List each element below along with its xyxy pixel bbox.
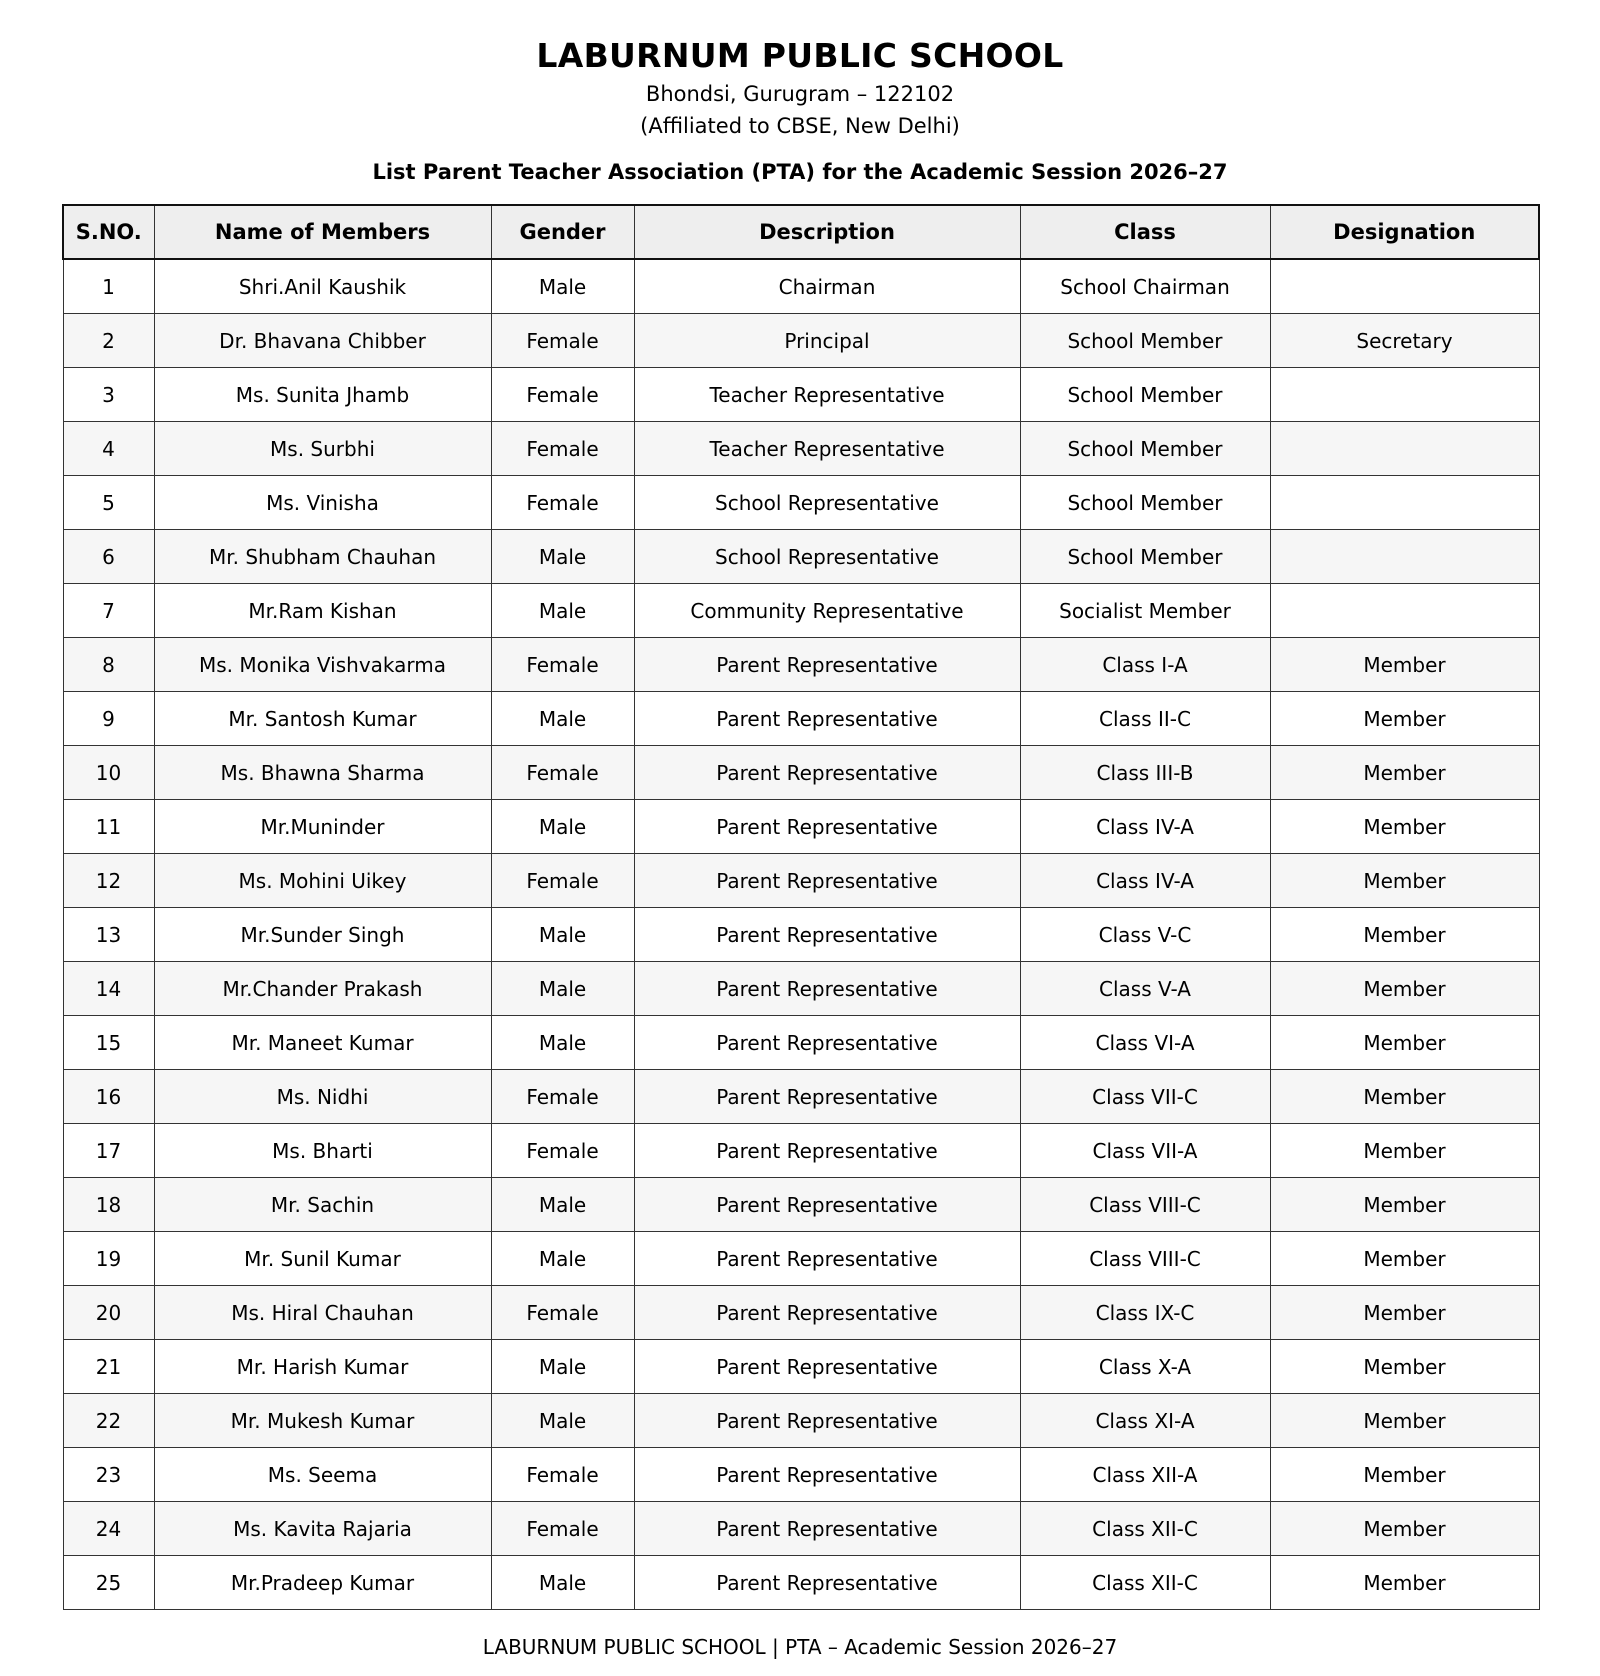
cell-name: Mr. Mukesh Kumar [154, 1394, 491, 1448]
cell-sno: 22 [63, 1394, 154, 1448]
cell-designation: Member [1270, 746, 1539, 800]
cell-class: Class VII-A [1020, 1124, 1270, 1178]
cell-sno: 5 [63, 476, 154, 530]
cell-sno: 6 [63, 530, 154, 584]
table-row [63, 259, 1539, 314]
cell-class: Class VIII-C [1020, 1232, 1270, 1286]
cell-class: Class V-A [1020, 962, 1270, 1016]
cell-sno: 13 [63, 908, 154, 962]
cell-description: School Representative [634, 530, 1020, 584]
page-footer: LABURNUM PUBLIC SCHOOL | PTA – Academic Session 2026–27 [482, 1635, 1118, 1659]
cell-class: Socialist Member [1020, 584, 1270, 638]
cell-name: Ms. Sunita Jhamb [154, 368, 491, 422]
cell-sno: 18 [63, 1178, 154, 1232]
cell-class: Class X-A [1020, 1340, 1270, 1394]
cell-gender: Female [491, 638, 634, 692]
cell-description: Parent Representative [634, 1502, 1020, 1556]
cell-gender: Male [491, 584, 634, 638]
cell-name: Mr.Chander Prakash [154, 962, 491, 1016]
table-row [63, 638, 1539, 692]
cell-class: School Member [1020, 530, 1270, 584]
cell-designation: Member [1270, 1556, 1539, 1610]
cell-name: Ms. Bhawna Sharma [154, 746, 491, 800]
table-row [63, 800, 1539, 854]
cell-class: Class IV-A [1020, 800, 1270, 854]
cell-gender: Female [491, 368, 634, 422]
cell-gender: Female [491, 476, 634, 530]
cell-name: Mr. Maneet Kumar [154, 1016, 491, 1070]
cell-gender: Female [491, 1286, 634, 1340]
cell-designation: Member [1270, 908, 1539, 962]
cell-class: Class III-B [1020, 746, 1270, 800]
pta-members-table [62, 204, 1540, 1610]
cell-class: Class VIII-C [1020, 1178, 1270, 1232]
cell-description: Parent Representative [634, 1232, 1020, 1286]
column-header-description: Description [634, 205, 1020, 259]
cell-designation: Member [1270, 1340, 1539, 1394]
cell-designation: Member [1270, 1448, 1539, 1502]
cell-class: Class IX-C [1020, 1286, 1270, 1340]
cell-gender: Male [491, 259, 634, 314]
cell-name: Mr.Sunder Singh [154, 908, 491, 962]
cell-designation: Member [1270, 1502, 1539, 1556]
cell-description: Parent Representative [634, 1124, 1020, 1178]
cell-class: School Chairman [1020, 259, 1270, 314]
cell-description: Chairman [634, 259, 1020, 314]
cell-sno: 19 [63, 1232, 154, 1286]
cell-name: Ms. Kavita Rajaria [154, 1502, 491, 1556]
cell-class: Class II-C [1020, 692, 1270, 746]
cell-designation [1270, 422, 1539, 476]
cell-sno: 3 [63, 368, 154, 422]
cell-description: Parent Representative [634, 1016, 1020, 1070]
cell-gender: Female [491, 746, 634, 800]
cell-class: Class V-C [1020, 908, 1270, 962]
cell-gender: Male [491, 530, 634, 584]
cell-name: Mr.Muninder [154, 800, 491, 854]
table-row [63, 1502, 1539, 1556]
cell-gender: Male [491, 692, 634, 746]
cell-sno: 24 [63, 1502, 154, 1556]
table-row [63, 1070, 1539, 1124]
column-header-sno: S.NO. [63, 205, 154, 259]
cell-designation [1270, 530, 1539, 584]
table-row [63, 476, 1539, 530]
cell-description: Parent Representative [634, 746, 1020, 800]
cell-sno: 15 [63, 1016, 154, 1070]
cell-sno: 11 [63, 800, 154, 854]
cell-name: Ms. Monika Vishvakarma [154, 638, 491, 692]
cell-gender: Male [491, 1016, 634, 1070]
school-address: Bhondsi, Gurugram – 122102 [645, 82, 955, 106]
cell-name: Ms. Mohini Uikey [154, 854, 491, 908]
cell-class: Class XII-C [1020, 1502, 1270, 1556]
cell-gender: Female [491, 1448, 634, 1502]
cell-designation: Member [1270, 962, 1539, 1016]
cell-sno: 12 [63, 854, 154, 908]
cell-description: Parent Representative [634, 1556, 1020, 1610]
cell-name: Ms. Hiral Chauhan [154, 1286, 491, 1340]
cell-description: Parent Representative [634, 1286, 1020, 1340]
table-row [63, 422, 1539, 476]
cell-sno: 4 [63, 422, 154, 476]
cell-description: Parent Representative [634, 800, 1020, 854]
table-row [63, 1124, 1539, 1178]
cell-designation: Member [1270, 1124, 1539, 1178]
cell-gender: Female [491, 422, 634, 476]
cell-name: Dr. Bhavana Chibber [154, 314, 491, 368]
cell-class: School Member [1020, 476, 1270, 530]
cell-description: Parent Representative [634, 1340, 1020, 1394]
cell-sno: 2 [63, 314, 154, 368]
cell-designation: Member [1270, 638, 1539, 692]
list-title: List Parent Teacher Association (PTA) for the Academic Session 2026–27 [372, 160, 1228, 184]
cell-sno: 17 [63, 1124, 154, 1178]
cell-description: Parent Representative [634, 1394, 1020, 1448]
table-row [63, 1232, 1539, 1286]
column-header-name: Name of Members [154, 205, 491, 259]
cell-class: Class IV-A [1020, 854, 1270, 908]
cell-description: Parent Representative [634, 692, 1020, 746]
cell-designation: Member [1270, 1394, 1539, 1448]
table-row [63, 962, 1539, 1016]
cell-designation: Secretary [1270, 314, 1539, 368]
cell-name: Mr. Sunil Kumar [154, 1232, 491, 1286]
cell-description: School Representative [634, 476, 1020, 530]
cell-description: Principal [634, 314, 1020, 368]
cell-designation: Member [1270, 800, 1539, 854]
cell-class: School Member [1020, 314, 1270, 368]
table-row [63, 1286, 1539, 1340]
table-row [63, 692, 1539, 746]
cell-sno: 1 [63, 259, 154, 314]
cell-designation: Member [1270, 692, 1539, 746]
cell-designation: Member [1270, 1016, 1539, 1070]
column-header-gender: Gender [491, 205, 634, 259]
table-body [63, 259, 1539, 1610]
cell-sno: 21 [63, 1340, 154, 1394]
cell-class: Class XI-A [1020, 1394, 1270, 1448]
table-row [63, 1448, 1539, 1502]
cell-class: School Member [1020, 368, 1270, 422]
cell-gender: Female [491, 314, 634, 368]
school-affiliation: (Affiliated to CBSE, New Delhi) [640, 114, 960, 138]
cell-designation: Member [1270, 1286, 1539, 1340]
table-row [63, 584, 1539, 638]
cell-name: Shri.Anil Kaushik [154, 259, 491, 314]
cell-description: Parent Representative [634, 638, 1020, 692]
cell-gender: Female [491, 854, 634, 908]
cell-name: Ms. Seema [154, 1448, 491, 1502]
cell-description: Parent Representative [634, 1178, 1020, 1232]
cell-designation [1270, 259, 1539, 314]
cell-designation [1270, 368, 1539, 422]
cell-description: Community Representative [634, 584, 1020, 638]
table-row [63, 746, 1539, 800]
cell-sno: 8 [63, 638, 154, 692]
cell-class: Class VI-A [1020, 1016, 1270, 1070]
cell-sno: 23 [63, 1448, 154, 1502]
cell-class: Class VII-C [1020, 1070, 1270, 1124]
cell-sno: 14 [63, 962, 154, 1016]
cell-name: Mr. Sachin [154, 1178, 491, 1232]
table-header-row [63, 205, 1539, 259]
cell-class: School Member [1020, 422, 1270, 476]
cell-gender: Male [491, 1178, 634, 1232]
table-row [63, 1556, 1539, 1610]
cell-name: Mr.Pradeep Kumar [154, 1556, 491, 1610]
cell-gender: Male [491, 1232, 634, 1286]
cell-gender: Male [491, 1394, 634, 1448]
cell-sno: 20 [63, 1286, 154, 1340]
cell-description: Parent Representative [634, 908, 1020, 962]
table-row [63, 530, 1539, 584]
cell-description: Parent Representative [634, 1448, 1020, 1502]
table-row [63, 908, 1539, 962]
cell-name: Ms. Vinisha [154, 476, 491, 530]
cell-description: Teacher Representative [634, 368, 1020, 422]
cell-name: Ms. Nidhi [154, 1070, 491, 1124]
cell-gender: Female [491, 1070, 634, 1124]
cell-name: Ms. Surbhi [154, 422, 491, 476]
cell-sno: 7 [63, 584, 154, 638]
table-row [63, 1178, 1539, 1232]
cell-sno: 10 [63, 746, 154, 800]
cell-sno: 9 [63, 692, 154, 746]
cell-class: Class XII-C [1020, 1556, 1270, 1610]
cell-description: Teacher Representative [634, 422, 1020, 476]
cell-designation [1270, 476, 1539, 530]
cell-designation: Member [1270, 1232, 1539, 1286]
cell-designation [1270, 584, 1539, 638]
cell-gender: Male [491, 962, 634, 1016]
cell-designation: Member [1270, 1178, 1539, 1232]
column-header-designation: Designation [1270, 205, 1539, 259]
cell-gender: Male [491, 1340, 634, 1394]
cell-description: Parent Representative [634, 1070, 1020, 1124]
cell-description: Parent Representative [634, 962, 1020, 1016]
cell-name: Mr.Ram Kishan [154, 584, 491, 638]
table-row [63, 1394, 1539, 1448]
cell-gender: Male [491, 908, 634, 962]
cell-name: Mr. Santosh Kumar [154, 692, 491, 746]
cell-description: Parent Representative [634, 854, 1020, 908]
table-row [63, 314, 1539, 368]
cell-class: Class XII-A [1020, 1448, 1270, 1502]
cell-gender: Male [491, 1556, 634, 1610]
cell-designation: Member [1270, 1070, 1539, 1124]
cell-gender: Female [491, 1502, 634, 1556]
table-row [63, 1016, 1539, 1070]
cell-name: Ms. Bharti [154, 1124, 491, 1178]
cell-name: Mr. Harish Kumar [154, 1340, 491, 1394]
cell-name: Mr. Shubham Chauhan [154, 530, 491, 584]
school-name: LABURNUM PUBLIC SCHOOL [536, 36, 1064, 75]
table-row [63, 854, 1539, 908]
cell-sno: 16 [63, 1070, 154, 1124]
table-row [63, 1340, 1539, 1394]
column-header-class: Class [1020, 205, 1270, 259]
cell-gender: Male [491, 800, 634, 854]
cell-gender: Female [491, 1124, 634, 1178]
cell-class: Class I-A [1020, 638, 1270, 692]
table-row [63, 368, 1539, 422]
cell-designation: Member [1270, 854, 1539, 908]
cell-sno: 25 [63, 1556, 154, 1610]
